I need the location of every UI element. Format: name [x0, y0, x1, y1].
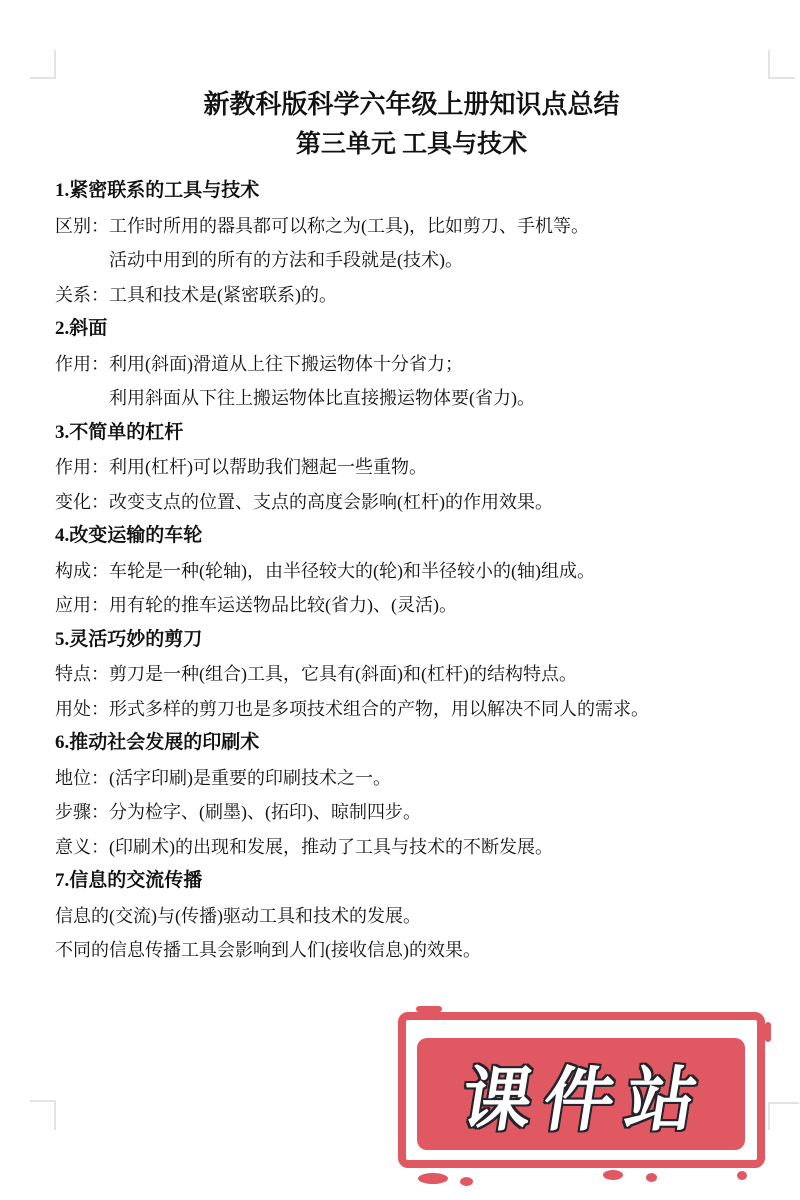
content-line: 地位：(活字印刷)是重要的印刷技术之一。 [55, 767, 391, 788]
section-lines [55, 554, 768, 623]
line-label: 作用： [55, 457, 109, 477]
document-page [55, 88, 768, 968]
content-line: 活动中用到的所有的方法和手段就是(技术)。 [109, 250, 463, 270]
sections [55, 174, 768, 968]
section [55, 864, 768, 968]
text-boundary-mark-bottom-left [30, 1100, 56, 1130]
stamp-ink-splotch [765, 1022, 771, 1042]
section-lines [55, 899, 768, 968]
section-lines [55, 209, 768, 313]
line-label: 变化： [55, 491, 109, 512]
section-lines [55, 450, 768, 519]
section-heading: 2.斜面 [55, 318, 108, 339]
content-line: 特点：剪刀是一种(组合)工具，它具有(斜面)和(杠杆)的结构特点。 [55, 664, 577, 684]
stamp-ink-splotch [418, 1173, 448, 1184]
stamp-ink-splotch [737, 1171, 747, 1180]
section [55, 623, 768, 727]
content-line: 变化：改变支点的位置、支点的高度会影响(杠杆)的作用效果。 [55, 491, 553, 512]
section [55, 174, 768, 312]
content-line: 关系：工具和技术是(紧密联系)的。 [55, 284, 337, 305]
line-label: 地位： [55, 767, 109, 788]
section-heading: 1.紧密联系的工具与技术 [55, 180, 260, 201]
content-line: 意义：(印刷术)的出现和发展，推动了工具与技术的不断发展。 [55, 836, 553, 857]
document-title: 新教科版科学六年级上册知识点总结 [203, 90, 620, 119]
stamp-text: 课件站 [455, 1060, 715, 1139]
content-line: 不同的信息传播工具会影响到人们(接收信息)的效果。 [55, 940, 481, 960]
text-boundary-mark-bottom-right [768, 1102, 799, 1130]
stamp-inner-plate [417, 1038, 745, 1150]
line-label: 意义： [55, 836, 109, 857]
line-label: 应用： [55, 595, 109, 615]
stamp-ink-splotch [603, 1170, 623, 1180]
section-heading: 5.灵活巧妙的剪刀 [55, 628, 203, 650]
section-lines [55, 761, 768, 865]
content-line: 作用：利用(斜面)滑道从上往下搬运物体十分省力； [55, 353, 463, 374]
content-line: 作用：利用(杠杆)可以帮助我们翘起一些重物。 [55, 457, 427, 477]
section [55, 519, 768, 623]
stamp-ink-splotch [460, 1177, 473, 1186]
content-line: 利用斜面从下往上搬运物体比直接搬运物体要(省力)。 [109, 388, 535, 408]
section [55, 416, 768, 520]
line-label: 作用： [55, 353, 109, 374]
content-line: 步骤：分为检字、(刷墨)、(拓印)、晾制四步。 [55, 802, 421, 822]
line-label: 特点： [55, 664, 109, 684]
content-line: 应用：用有轮的推车运送物品比较(省力)、(灵活)。 [55, 595, 457, 615]
content-line: 用处：形式多样的剪刀也是多项技术组合的产物，用以解决不同人的需求。 [55, 698, 649, 719]
content-line: 构成：车轮是一种(轮轴)，由半径较大的(轮)和半径较小的(轴)组成。 [55, 560, 595, 581]
line-label: 构成： [55, 560, 109, 581]
section [55, 726, 768, 864]
content-line: 区别：工作时所用的器具都可以称之为(工具)，比如剪刀、手机等。 [55, 215, 589, 236]
section-heading: 7.信息的交流传播 [55, 870, 203, 891]
stamp-watermark [398, 1012, 765, 1168]
line-label: 关系： [55, 284, 109, 305]
stamp-ink-splotch [646, 1173, 657, 1182]
section [55, 312, 768, 416]
document-subtitle: 第三单元 工具与技术 [295, 131, 528, 158]
section-lines [55, 347, 768, 416]
line-label: 用处： [55, 698, 109, 719]
section-heading: 4.改变运输的车轮 [55, 525, 203, 546]
stamp-ink-splotch [416, 1006, 442, 1012]
line-label: 步骤： [55, 802, 109, 822]
section-lines [55, 657, 768, 726]
text-boundary-mark-top-right [768, 50, 795, 79]
text-boundary-mark-top-left [30, 50, 56, 79]
section-heading: 6.推动社会发展的印刷术 [55, 732, 260, 753]
content-line: 信息的(交流)与(传播)驱动工具和技术的发展。 [55, 905, 421, 926]
line-label: 区别： [55, 215, 109, 236]
section-heading: 3.不简单的杠杆 [55, 421, 184, 443]
